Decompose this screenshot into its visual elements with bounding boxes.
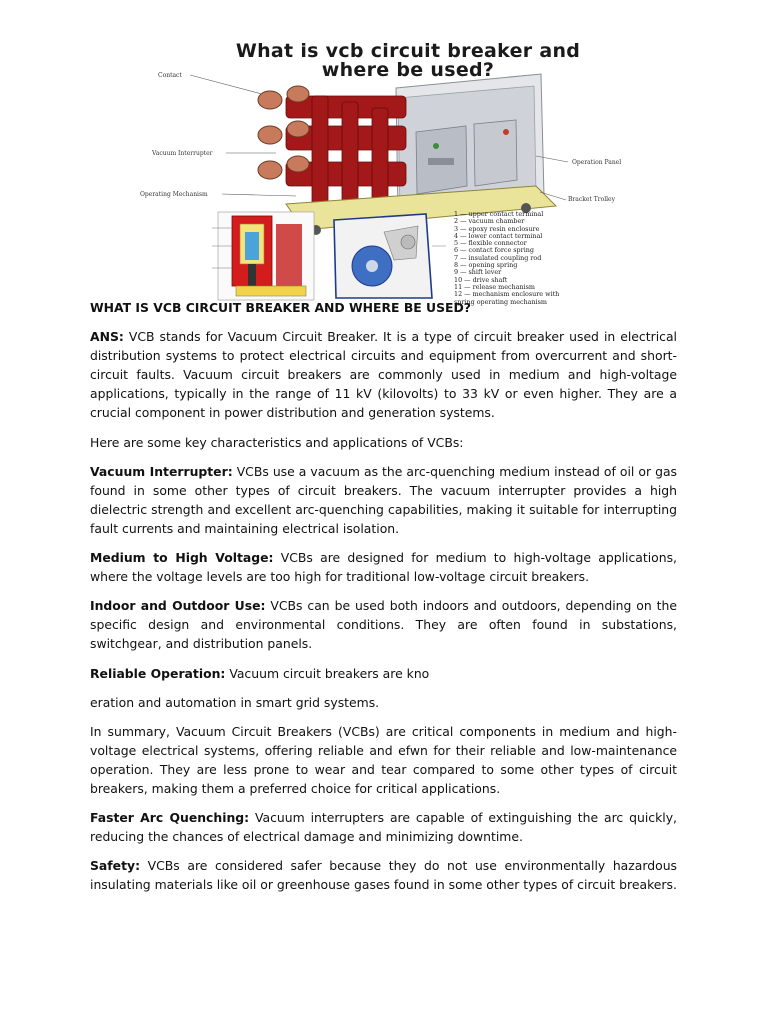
legend-item: spring operating mechanism (454, 297, 547, 306)
legend-item: 9 — shift lever (454, 268, 502, 277)
legend-item: 6 — contact force spring (454, 246, 534, 255)
label-contact: Contact (158, 72, 182, 79)
item-term: Vacuum Interrupter: (90, 463, 233, 479)
legend-item: 12 — mechanism enclosure with (454, 290, 560, 299)
intro-paragraph: Here are some key characteristics and applications of VCBs: (90, 434, 464, 450)
legend-item: 1 — upper contact terminal (454, 210, 544, 218)
item-safety (90, 856, 677, 894)
item-term: Safety: (90, 858, 141, 874)
item-text: Vacuum circuit breakers are kno (225, 665, 430, 681)
fragment-paragraph: eration and automation in smart grid systems. (90, 694, 380, 710)
figure-legend (454, 211, 614, 306)
item-term: Faster Arc Quenching: (90, 810, 250, 826)
legend-item: 10 — drive shaft (454, 275, 508, 284)
figure-title-line2: where be used? (321, 59, 495, 81)
item-text: Vacuum interrupters are capable of extinguishing the arc quickly, reducing the chances of electrical damage and minimizing downtime. (90, 810, 677, 845)
document-body (90, 298, 677, 904)
summary-paragraph: In summary, Vacuum Circuit Breakers (VCBs) are critical components in medium and high-voltage electrical systems, offering reliable and efwn for their reliable and low-maintenance operation. They are less prone to wear and tear compared to some other types of circuit breakers, making them a preferred choice for critical applications. (90, 723, 677, 796)
legend-item: 4 — lower contact terminal (454, 231, 543, 240)
legend-item: 2 — vacuum chamber (454, 217, 525, 226)
legend-item: 3 — epoxy resin enclosure (454, 224, 540, 233)
item-vacuum-interrupter (90, 462, 677, 538)
item-indoor-outdoor (90, 596, 677, 653)
item-reliable-operation (90, 664, 677, 683)
item-text: VCBs use a vacuum as the arc-quenching medium instead of oil or gas found in some other types of circuit breakers. The vacuum interrupter provides a high dielectric strength and excellent arc-quenching capabilities, making it suitable for interrupting fault currents and maintaining electrical isolation. (90, 463, 677, 536)
figure-title-line1: What is vcb circuit breaker and (235, 40, 581, 62)
label-operation-panel: Operation Panel (572, 159, 622, 166)
legend-item: 5 — flexible connector (454, 239, 527, 248)
label-vacuum-interrupter: Vacuum Interrupter (152, 150, 213, 157)
legend-item: 8 — opening spring (454, 261, 518, 270)
answer-text: VCB stands for Vacuum Circuit Breaker. It is a type of circuit breaker used in electrical distribution systems to protect electrical circuits and equipment from overcurrent and short-circuit faults. Vacuum circuit breakers are commonly used in medium and high-voltage applications, typically in the range of 11 kV (kilovolts) to 33 kV or even higher. They are a crucial component in power distribution and generation systems. (90, 329, 677, 421)
item-text: VCBs are considered safer because they do not use environmentally hazardous insulating materials like oil or greenhouse gases found in some other types of circuit breakers. (90, 858, 677, 893)
item-term: Indoor and Outdoor Use: (90, 598, 266, 614)
answer-paragraph (90, 327, 677, 422)
legend-item: 7 — insulated coupling rod (454, 253, 542, 262)
item-term: Medium to High Voltage: (90, 550, 274, 566)
answer-label: ANS: (90, 329, 124, 345)
item-term: Reliable Operation: (90, 665, 226, 681)
item-faster-arc-quenching (90, 808, 677, 846)
item-medium-high-voltage (90, 548, 677, 586)
item-text: VCBs are designed for medium to high-voltage applications, where the voltage levels are too high for traditional low-voltage circuit breakers. (90, 550, 677, 585)
label-operating-mechanism: Operating Mechanism (140, 191, 208, 198)
label-bracket-trolley: Bracket Trolley (568, 196, 615, 203)
vcb-figure (136, 36, 680, 306)
item-text: VCBs can be used both indoors and outdoors, depending on the specific design and environmental conditions. They are often found in substations, switchgear, and distribution panels. (90, 598, 677, 652)
document-heading: WHAT IS VCB CIRCUIT BREAKER AND WHERE BE USED? (90, 300, 471, 315)
legend-item: 11 — release mechanism (454, 282, 535, 291)
